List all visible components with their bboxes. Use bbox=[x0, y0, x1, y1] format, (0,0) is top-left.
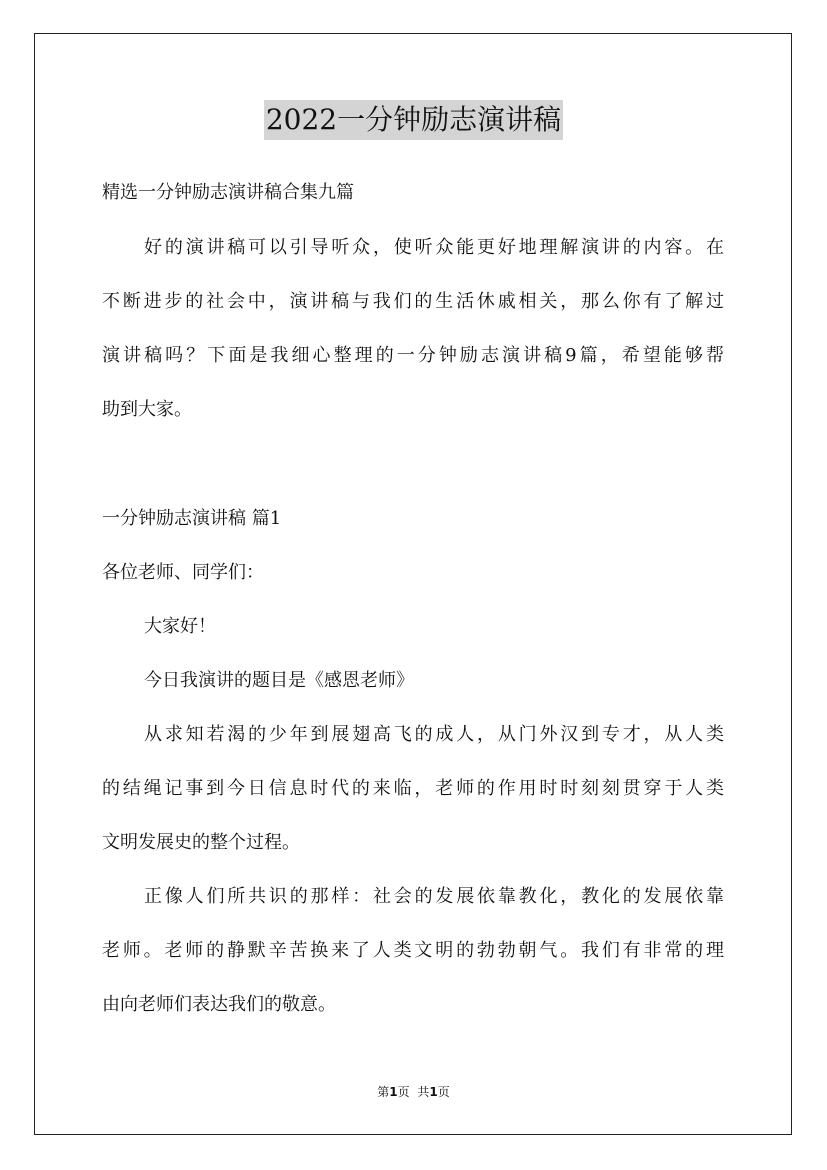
page-footer bbox=[0, 1084, 827, 1100]
section-heading: 一分钟励志演讲稿 篇1 bbox=[102, 508, 282, 529]
paragraph2-line-3: 由向老师们表达我们的敬意。 bbox=[102, 994, 336, 1015]
intro-line-4: 助到大家。 bbox=[102, 399, 192, 420]
paragraph2-line-1: 正像人们所共识的那样：社会的发展依靠教化，教化的发展依靠 bbox=[144, 886, 724, 907]
topic-line: 今日我演讲的题目是《感恩老师》 bbox=[144, 670, 414, 691]
paragraph1-line-2: 的结绳记事到今日信息时代的来临，老师的作用时时刻刻贯穿于人类 bbox=[102, 778, 724, 799]
greeting: 大家好！ bbox=[144, 616, 216, 637]
intro-line-2: 不断进步的社会中，演讲稿与我们的生活休戚相关，那么你有了解过 bbox=[102, 291, 724, 312]
page-prefix: 第 bbox=[377, 1085, 390, 1099]
salutation: 各位老师、同学们： bbox=[102, 562, 264, 583]
total-pages: 1 bbox=[429, 1085, 438, 1099]
total-prefix: 共 bbox=[417, 1085, 430, 1099]
document-subtitle: 精选一分钟励志演讲稿合集九篇 bbox=[102, 182, 354, 203]
paragraph1-line-1: 从求知若渴的少年到展翅高飞的成人，从门外汉到专才，从人类 bbox=[144, 724, 724, 745]
intro-line-1: 好的演讲稿可以引导听众，使听众能更好地理解演讲的内容。在 bbox=[144, 237, 724, 258]
page-number: 1 bbox=[389, 1085, 398, 1099]
paragraph1-line-3: 文明发展史的整个过程。 bbox=[102, 832, 300, 853]
document-title: 2022一分钟励志演讲稿 bbox=[264, 100, 563, 140]
paragraph2-line-2: 老师。老师的静默辛苦换来了人类文明的勃勃朝气。我们有非常的理 bbox=[102, 940, 724, 961]
page-suffix: 页 bbox=[397, 1085, 410, 1099]
title-container bbox=[0, 100, 827, 140]
total-suffix: 页 bbox=[437, 1085, 450, 1099]
intro-line-3: 演讲稿吗？下面是我细心整理的一分钟励志演讲稿9篇，希望能够帮 bbox=[102, 345, 724, 366]
